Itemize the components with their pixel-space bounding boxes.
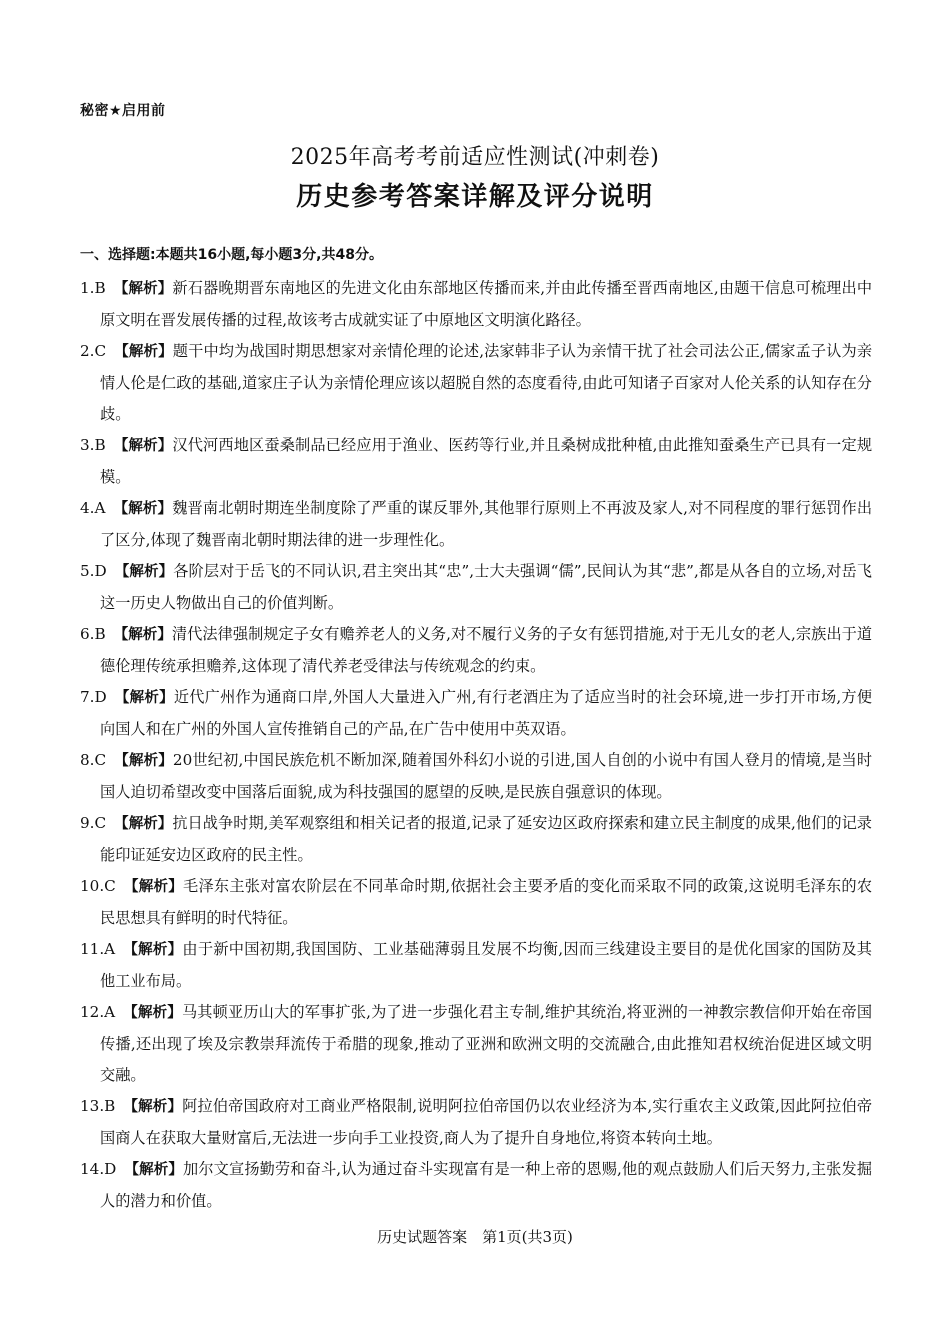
analysis-tag: 【解析】 (114, 753, 173, 769)
item-number: 3. (80, 436, 95, 454)
exam-title: 2025年高考考前适应性测试(冲刺卷) (290, 145, 660, 170)
item-number: 5. (80, 562, 95, 580)
item-number: 11. (80, 940, 105, 958)
item-number: 2. (80, 342, 95, 360)
item-answer: C (104, 877, 116, 895)
item-number: 8. (80, 751, 95, 769)
item-answer: C (94, 814, 107, 832)
item-explanation: 魏晋南北朝时期连坐制度除了严重的谋反罪外,其他罪行原则上不再波及家人,对不同程度的罪行惩罚作出了区分,体现了魏晋南北朝时期法律的进一步理性化。 (100, 499, 873, 549)
answer-item (80, 336, 872, 430)
item-number: 1. (80, 279, 95, 297)
answer-item (80, 619, 872, 682)
answer-item (80, 1091, 872, 1154)
item-number: 4. (80, 499, 95, 517)
item-explanation: 阿拉伯帝国政府对工商业严格限制,说明阿拉伯帝国仍以农业经济为本,实行重农主义政策,因此阿拉伯帝国商人在获取大量财富后,无法进一步向手工业投资,商人为了提升自身地位,将资本转向土地。 (100, 1097, 873, 1147)
item-number: 12. (80, 1003, 105, 1021)
item-explanation: 近代广州作为通商口岸,外国人大量进入广州,有行老酒庄为了适应当时的社会环境,进一步打开市场,方便向国人和在广州的外国人宣传推销自己的产品,在广告中使用中英双语。 (100, 688, 873, 738)
analysis-tag: 【解析】 (113, 281, 173, 297)
item-answer: A (94, 499, 106, 517)
answer-list (80, 273, 872, 1217)
answer-item (80, 430, 872, 493)
item-answer: B (94, 436, 106, 454)
item-number: 7. (80, 688, 95, 706)
analysis-tag: 【解析】 (123, 942, 183, 958)
analysis-tag: 【解析】 (114, 816, 173, 832)
item-number: 10. (80, 877, 105, 895)
page-footer: 历史试题答案 第1页(共3页) (377, 1228, 573, 1246)
answer-item (80, 556, 872, 619)
item-answer: C (94, 751, 107, 769)
item-number: 14. (80, 1160, 105, 1178)
item-answer: D (94, 688, 107, 706)
analysis-tag: 【解析】 (124, 1162, 184, 1178)
item-explanation: 新石器晚期晋东南地区的先进文化由东部地区传播而来,并由此传播至晋西南地区,由题干信息可梳理出中原文明在晋发展传播的过程,故该考古成就实证了中原地区文明演化路径。 (100, 279, 873, 329)
analysis-tag: 【解析】 (114, 564, 174, 580)
answer-item (80, 808, 872, 871)
item-number: 9. (80, 814, 95, 832)
item-explanation: 由于新中国初期,我国国防、工业基础薄弱且发展不均衡,因而三线建设主要目的是优化国家的国防及其他工业布局。 (100, 940, 872, 990)
answer-item (80, 1154, 872, 1217)
analysis-tag: 【解析】 (113, 438, 173, 454)
item-explanation: 清代法律强制规定子女有赡养老人的义务,对不履行义务的子女有惩罚措施,对于无儿女的老人,宗族出于道德伦理传统承担赡养,这体现了清代养老受律法与传统观念的约束。 (100, 625, 873, 675)
item-explanation: 毛泽东主张对富农阶层在不同革命时期,依据社会主要矛盾的变化而采取不同的政策,这说明毛泽东的农民思想具有鲜明的时代特征。 (100, 877, 873, 927)
item-explanation: 马其顿亚历山大的军事扩张,为了进一步强化君主专制,维护其统治,将亚洲的一神教宗教信仰开始在帝国传播,还出现了埃及宗教崇拜流传于希腊的现象,推动了亚洲和欧洲文明的交流融合,由此推知君权统治促进区域文明交融。 (100, 1003, 873, 1084)
answer-item (80, 997, 872, 1091)
analysis-tag: 【解析】 (113, 501, 173, 517)
analysis-tag: 【解析】 (123, 1099, 183, 1115)
answer-item (80, 934, 872, 997)
item-answer: D (94, 562, 107, 580)
item-answer: A (104, 940, 116, 958)
item-explanation: 抗日战争时期,美军观察组和相关记者的报道,记录了延安边区政府探索和建立民主制度的成果,他们的记录能印证延安边区政府的民主性。 (100, 814, 872, 864)
analysis-tag: 【解析】 (123, 1005, 182, 1021)
item-answer: C (94, 342, 107, 360)
item-number: 6. (80, 625, 95, 643)
item-explanation: 题干中均为战国时期思想家对亲情伦理的论述,法家韩非子认为亲情干扰了社会司法公正,儒家孟子认为亲情人伦是仁政的基础,道家庄子认为亲情伦理应该以超脱自然的态度看待,由此可知诸子百家对人伦关系的认知存在分歧。 (100, 342, 873, 423)
confidential-label: 秘密★启用前 (80, 103, 166, 119)
item-answer: B (94, 625, 106, 643)
item-number: 13. (80, 1097, 105, 1115)
document-title: 历史参考答案详解及评分说明 (296, 182, 654, 212)
section-heading: 一、选择题:本题共16小题,每小题3分,共48分。 (80, 247, 383, 263)
answer-item (80, 871, 872, 934)
answer-item (80, 493, 872, 556)
analysis-tag: 【解析】 (123, 879, 184, 895)
item-answer: B (94, 279, 106, 297)
item-explanation: 20世纪初,中国民族危机不断加深,随着国外科幻小说的引进,国人自创的小说中有国人登月的情境,是当时国人迫切希望改变中国落后面貌,成为科技强国的愿望的反映,是民族自强意识的体现。 (100, 751, 873, 801)
item-answer: D (104, 1160, 117, 1178)
item-explanation: 各阶层对于岳飞的不同认识,君主突出其“忠”,士大夫强调“儒”,民间认为其“悲”,都是从各自的立场,对岳飞这一历史人物做出自己的价值判断。 (100, 562, 872, 612)
item-answer: A (104, 1003, 116, 1021)
answer-item (80, 273, 872, 336)
analysis-tag: 【解析】 (114, 344, 173, 360)
analysis-tag: 【解析】 (114, 690, 174, 706)
item-explanation: 加尔文宣扬勤劳和奋斗,认为通过奋斗实现富有是一种上帝的恩赐,他的观点鼓励人们后天努力,主张发掘人的潜力和价值。 (100, 1160, 873, 1210)
item-explanation: 汉代河西地区蚕桑制品已经应用于渔业、医药等行业,并且桑树成批种植,由此推知蚕桑生产已具有一定规模。 (100, 436, 873, 486)
item-answer: B (104, 1097, 116, 1115)
answer-item (80, 682, 872, 745)
analysis-tag: 【解析】 (113, 627, 172, 643)
answer-item (80, 745, 872, 808)
